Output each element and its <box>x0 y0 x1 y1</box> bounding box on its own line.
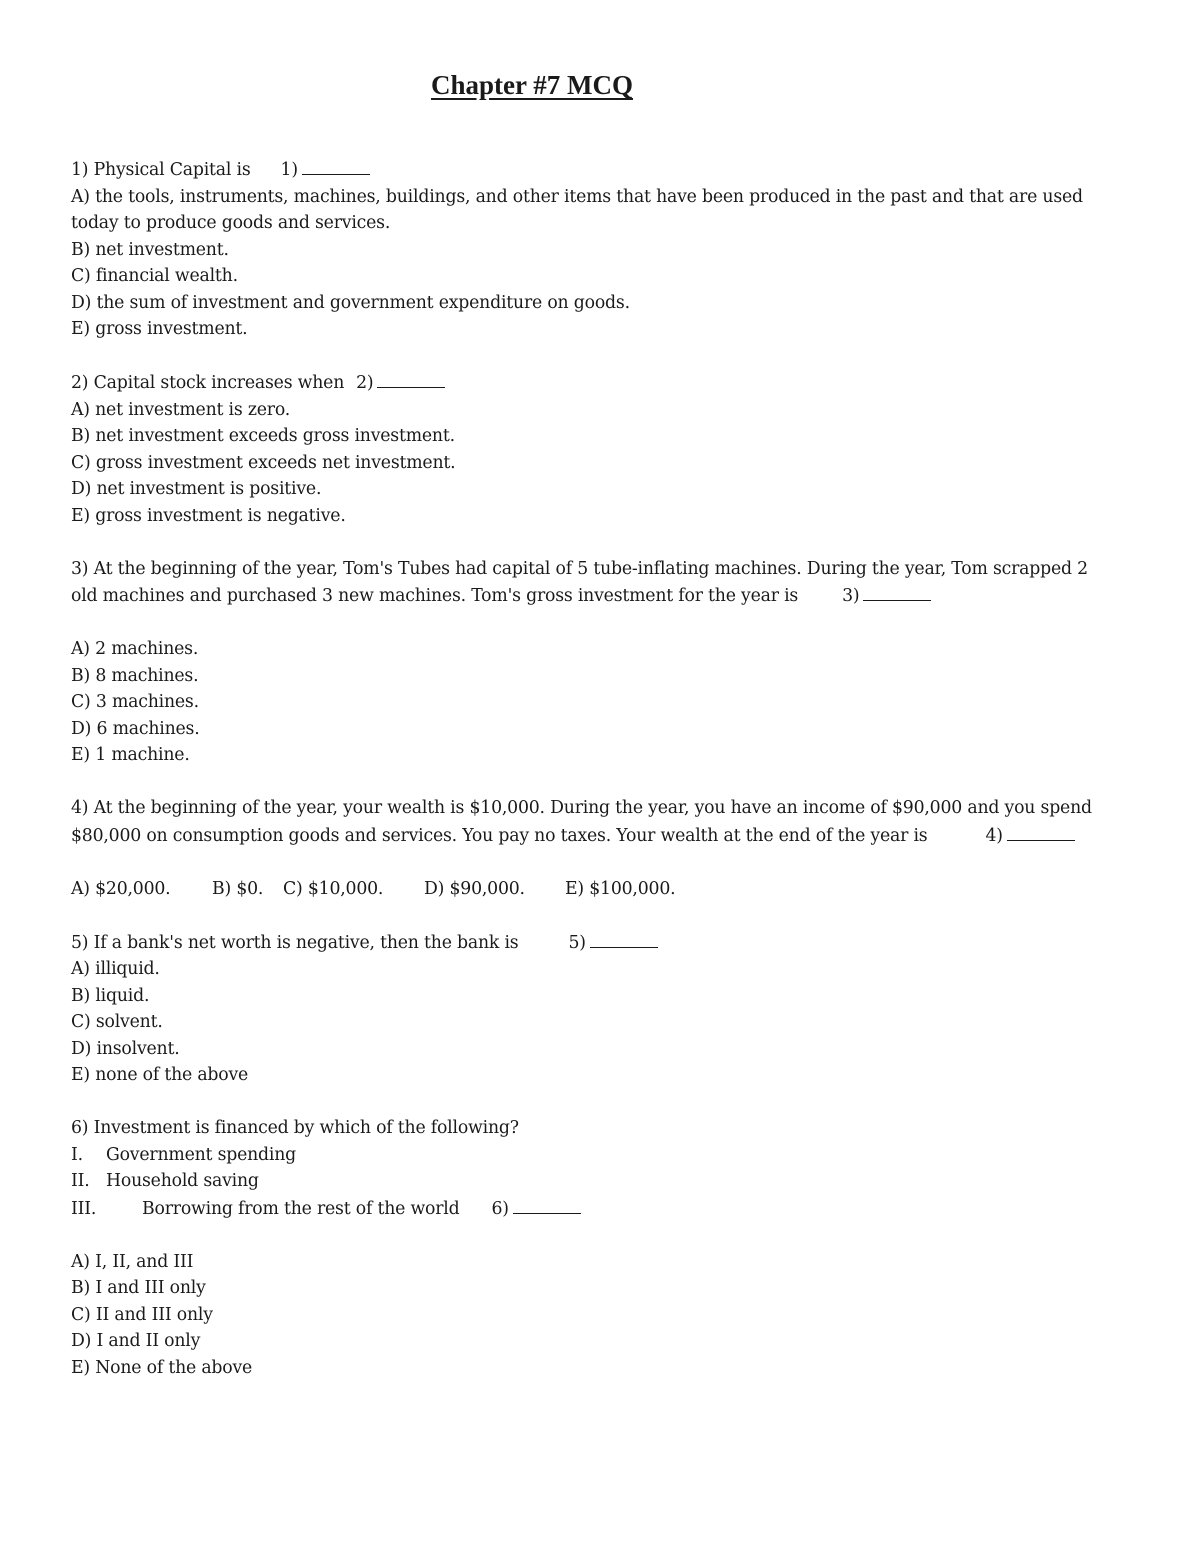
option-a: A) $20,000. <box>71 878 171 899</box>
option-a: A) 2 machines. <box>71 639 199 659</box>
roman-item-3 <box>71 1195 1111 1223</box>
question-stem <box>71 929 1111 957</box>
question-text: 2) Capital stock increases when <box>71 373 345 393</box>
roman-text: Household saving <box>106 1171 259 1191</box>
question-5 <box>71 929 1111 1089</box>
option-c: C) solvent. <box>71 1012 163 1032</box>
option-b: B) net investment. <box>71 239 229 260</box>
answer-number: 6) <box>491 1198 509 1219</box>
question-4 <box>71 795 1111 902</box>
option-b: B) liquid. <box>71 985 150 1006</box>
option-c: C) II and III only <box>71 1304 213 1325</box>
option-e: E) gross investment. <box>71 319 248 339</box>
question-stem <box>71 369 1111 397</box>
question-6 <box>71 1115 1111 1381</box>
question-text: 6) Investment is financed by which of the following? <box>71 1118 519 1138</box>
option-e: E) none of the above <box>71 1065 249 1085</box>
option-a: A) net investment is zero. <box>71 399 291 420</box>
option-d: D) I and II only <box>71 1331 201 1351</box>
answer-blank <box>863 582 931 601</box>
question-stem <box>71 795 1111 849</box>
answer-number: 1) <box>280 160 298 180</box>
answer-number: 2) <box>356 373 374 393</box>
option-e: E) None of the above <box>71 1357 253 1378</box>
roman-item-2 <box>71 1168 1111 1195</box>
question-3 <box>71 556 1111 769</box>
option-e: E) gross investment is negative. <box>71 505 346 526</box>
question-2 <box>71 369 1111 529</box>
answer-blank <box>1007 822 1075 841</box>
question-text: 5) If a bank's net worth is negative, then the bank is <box>71 932 519 953</box>
option-b: B) net investment exceeds gross investment. <box>71 426 455 446</box>
option-a: A) the tools, instruments, machines, buildings, and other items that have been produced in the past and that are used today to produce goods and services. <box>71 186 1083 233</box>
option-b: B) 8 machines. <box>71 665 199 686</box>
option-e: E) $100,000. <box>565 878 676 899</box>
answer-number: 5) <box>568 932 586 953</box>
answer-blank <box>302 156 370 175</box>
roman-label: I. <box>71 1144 83 1165</box>
option-c: C) gross investment exceeds net investment. <box>71 452 456 473</box>
answer-blank <box>590 929 658 948</box>
question-text: 4) At the beginning of the year, your wealth is $10,000. During the year, you have an income of $90,000 and you spend $80,000 on consumption goods and services. You pay no taxes. Your wealth at the end of the year is <box>71 798 1092 846</box>
option-b: B) $0. <box>212 878 264 899</box>
option-d: D) insolvent. <box>71 1038 180 1059</box>
option-b: B) I and III only <box>71 1278 206 1298</box>
answer-number: 3) <box>842 586 860 606</box>
roman-text: Government spending <box>106 1144 297 1165</box>
question-text: 1) Physical Capital is <box>71 160 251 180</box>
option-a: A) I, II, and III <box>71 1251 194 1272</box>
option-d: D) $90,000. <box>424 878 525 899</box>
option-d: D) net investment is positive. <box>71 479 322 499</box>
option-row <box>71 876 1111 903</box>
option-d: D) 6 machines. <box>71 718 200 739</box>
option-c: C) financial wealth. <box>71 266 238 286</box>
option-e: E) 1 machine. <box>71 745 190 765</box>
roman-item-1 <box>71 1142 1111 1169</box>
option-a: A) illiquid. <box>71 959 160 979</box>
roman-label: III. <box>71 1198 97 1219</box>
answer-blank <box>377 369 445 388</box>
answer-blank <box>513 1195 581 1214</box>
page-title: Chapter #7 MCQ <box>431 70 633 100</box>
question-stem <box>71 156 1111 184</box>
question-text: 3) At the beginning of the year, Tom's Tubes had capital of 5 tube-inflating machines. During the year, Tom scrapped 2 old machines and purchased 3 new machines. Tom's gross investment for the year is <box>71 558 1088 606</box>
question-stem <box>71 556 1111 610</box>
roman-label: II. <box>71 1171 90 1191</box>
roman-text: Borrowing from the rest of the world <box>142 1198 460 1219</box>
option-d: D) the sum of investment and government expenditure on goods. <box>71 292 630 313</box>
answer-number: 4) <box>985 825 1003 846</box>
option-c: C) $10,000. <box>283 878 384 899</box>
question-list <box>71 156 1111 1408</box>
option-c: C) 3 machines. <box>71 692 199 712</box>
question-1 <box>71 156 1111 343</box>
